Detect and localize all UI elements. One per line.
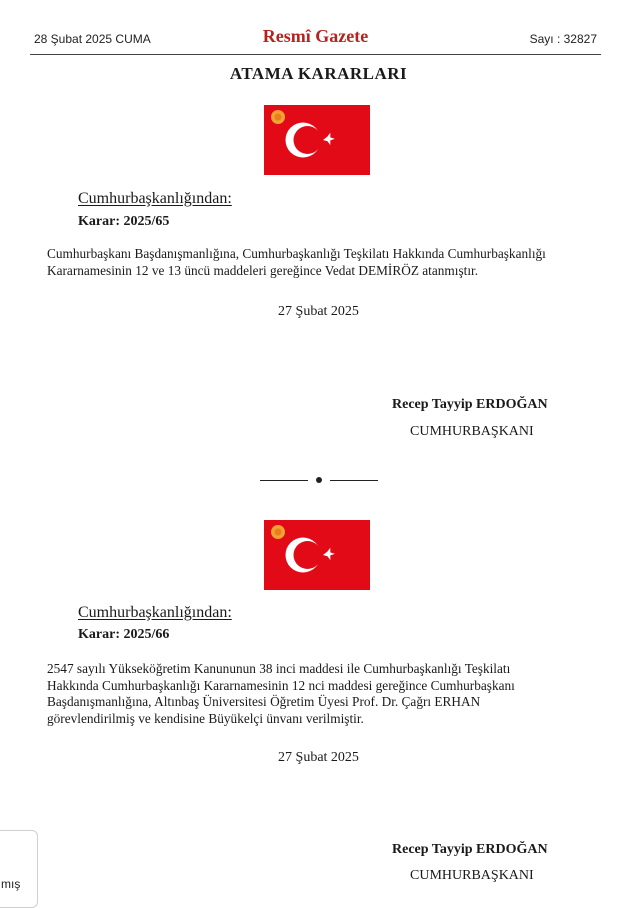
decree-2-from: Cumhurbaşkanlığından: bbox=[78, 604, 232, 621]
decree-2-number: Karar: 2025/66 bbox=[78, 627, 170, 642]
side-panel-text: mış bbox=[1, 877, 21, 891]
decree-2-body bbox=[47, 661, 591, 727]
decree-1-date: 27 Şubat 2025 bbox=[278, 304, 359, 319]
divider-dot bbox=[316, 477, 322, 483]
divider-line-right bbox=[330, 480, 378, 481]
decree-2-line: Başdanışmanlığına, Altınbaş Üniversitesi Öğretim Üyesi Prof. Dr. Çağrı ERHAN bbox=[47, 694, 481, 709]
decree-2-date: 27 Şubat 2025 bbox=[278, 750, 359, 765]
gazette-header bbox=[30, 22, 601, 55]
issue-number: Sayı : 32827 bbox=[529, 32, 597, 46]
header-date: 28 Şubat 2025 CUMA bbox=[34, 32, 151, 46]
section-divider bbox=[260, 472, 378, 488]
decree-2-line: 2547 sayılı Yükseköğretim Kanununun 38 inci maddesi ile Cumhurbaşkanlığı Teşkilatı bbox=[47, 661, 511, 676]
divider-line-left bbox=[260, 480, 308, 481]
turkish-flag-icon bbox=[264, 520, 370, 590]
decree-1-from: Cumhurbaşkanlığından: bbox=[78, 190, 232, 207]
decree-2-signatory-name: Recep Tayyip ERDOĞAN bbox=[392, 842, 548, 857]
decree-1-signatory-title: CUMHURBAŞKANI bbox=[410, 424, 534, 439]
document-title: ATAMA KARARLARI bbox=[229, 64, 408, 83]
turkish-flag-icon bbox=[264, 105, 370, 175]
decree-1-line: Cumhurbaşkanı Başdanışmanlığına, Cumhurbaşkanlığı Teşkilatı Hakkında Cumhurbaşkanlığı bbox=[47, 246, 546, 261]
decree-1-number: Karar: 2025/65 bbox=[78, 214, 170, 229]
decree-1-signatory-name: Recep Tayyip ERDOĞAN bbox=[392, 397, 548, 412]
decree-1-line: Kararnamesinin 12 ve 13 üncü maddeleri gereğince Vedat DEMİRÖZ atanmıştır. bbox=[47, 262, 479, 278]
decree-2-line: Hakkında Cumhurbaşkanlığı Kararnamesinin 12 nci maddesi gereğince Cumhurbaşkanı bbox=[47, 677, 515, 693]
decree-2-signatory-title: CUMHURBAŞKANI bbox=[410, 868, 534, 883]
decree-1-body bbox=[47, 246, 591, 279]
side-panel-fragment[interactable] bbox=[0, 830, 38, 908]
publication-title: Resmî Gazete bbox=[262, 26, 369, 46]
decree-2-line: görevlendirilmiş ve kendisine Büyükelçi ünvanı verilmiştir. bbox=[47, 710, 364, 726]
